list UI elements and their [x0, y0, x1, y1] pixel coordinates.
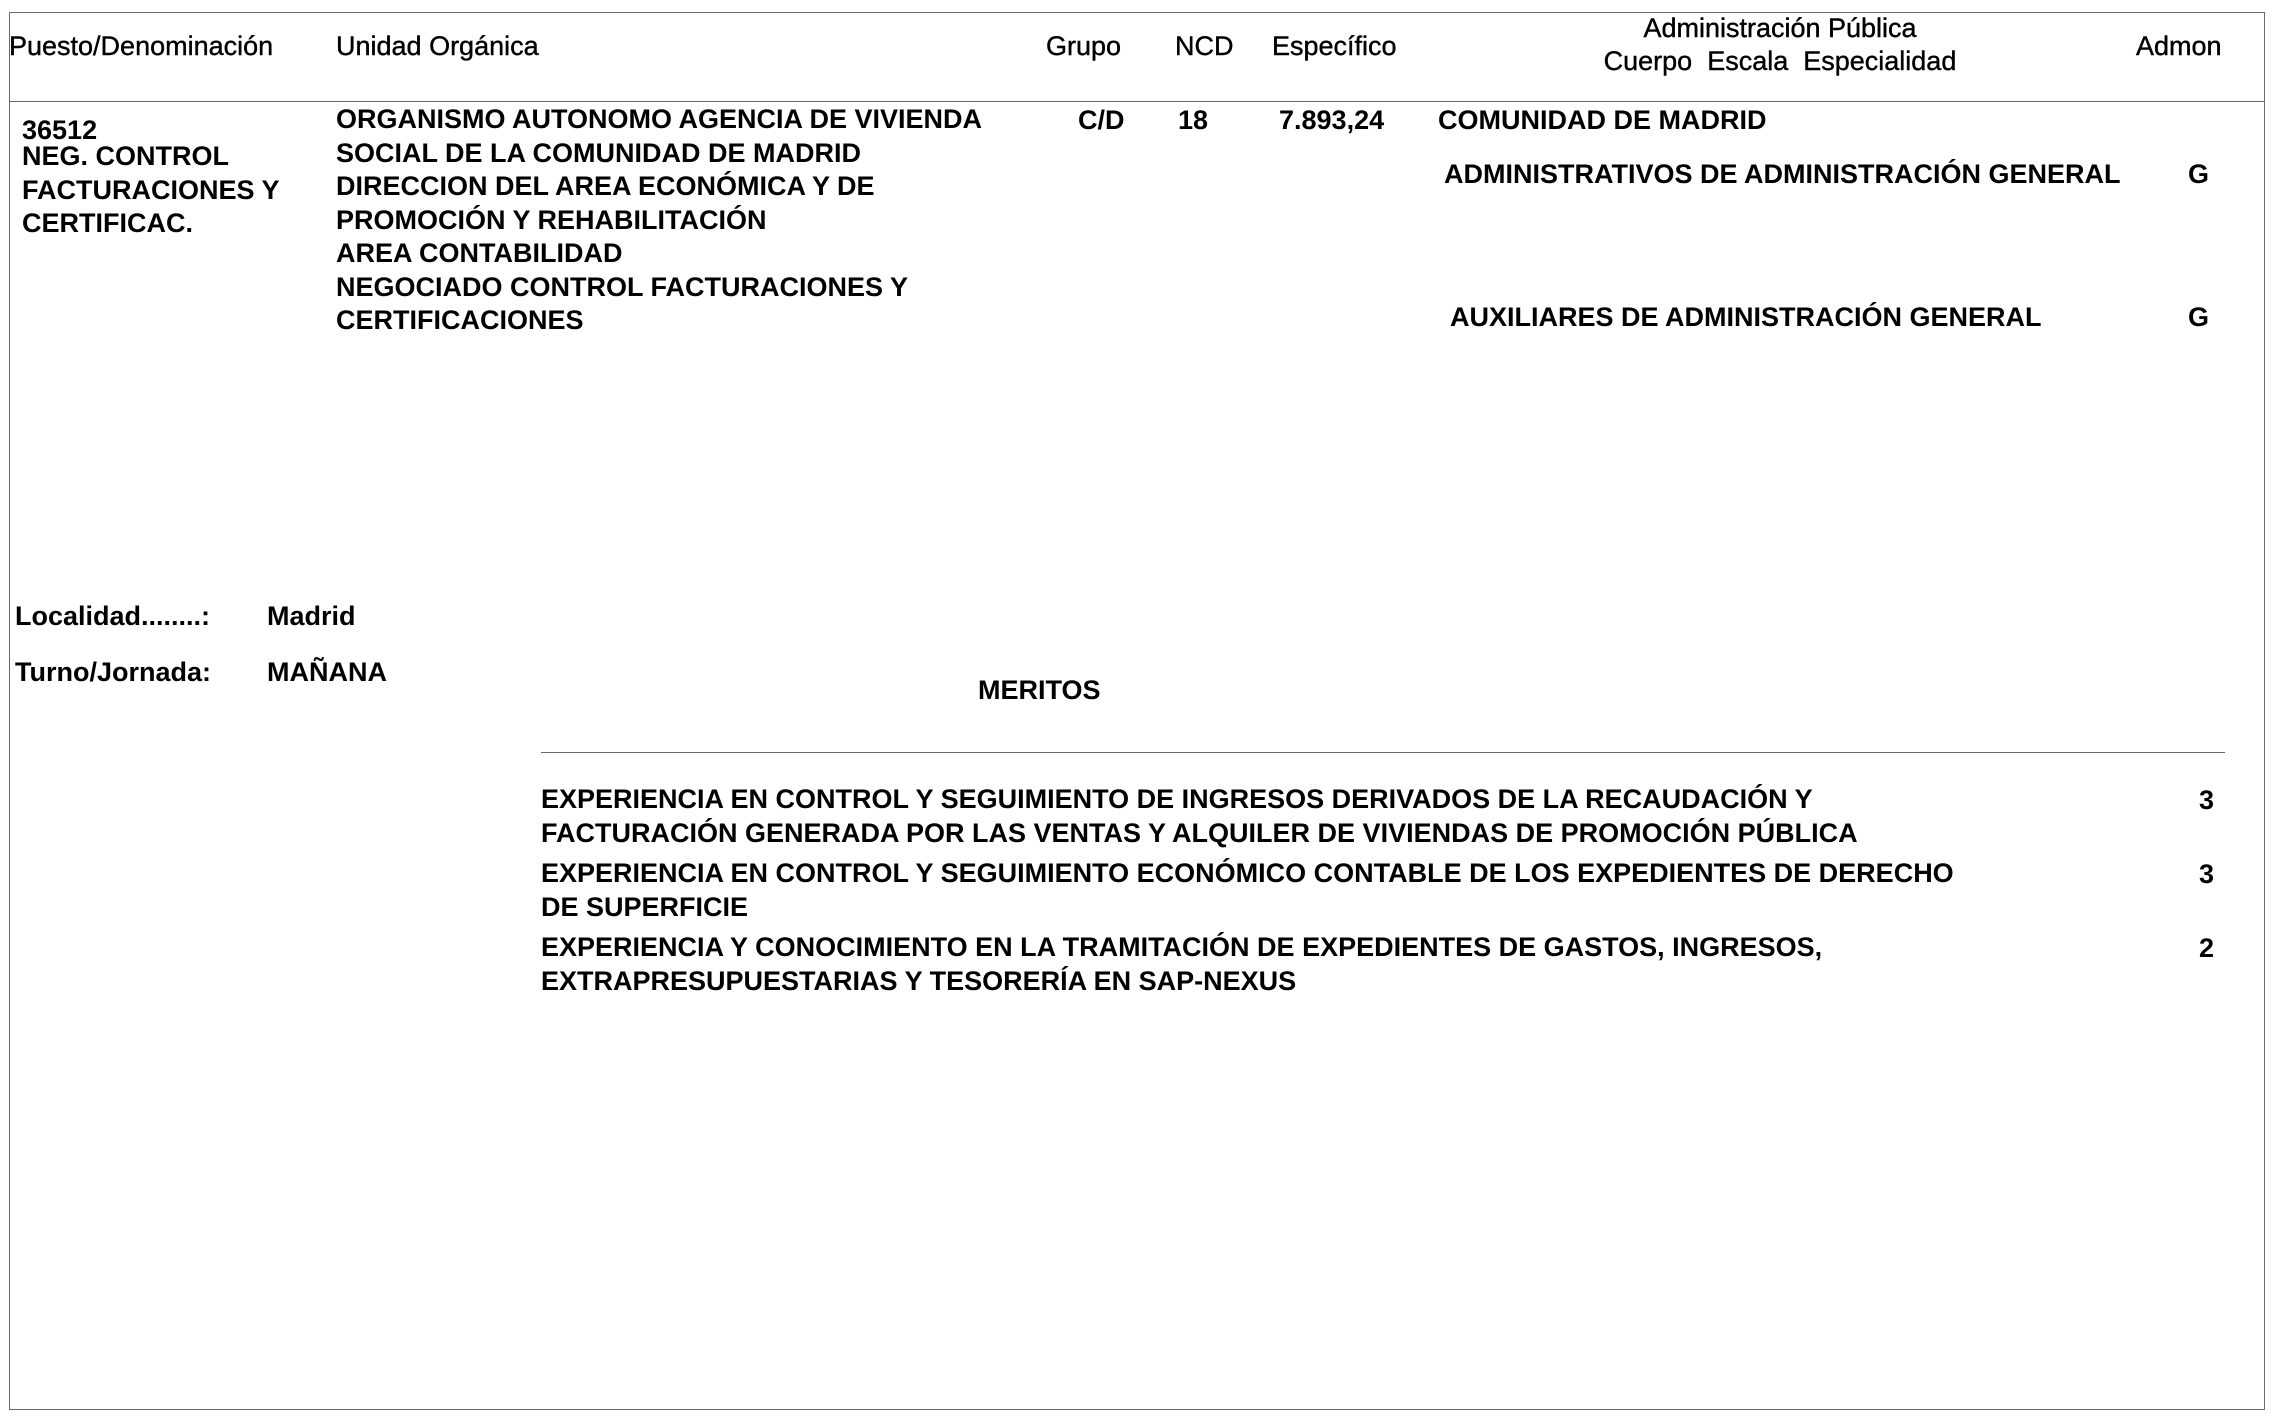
localidad-label: Localidad........: [15, 601, 211, 631]
ncd-value: 18 [1178, 105, 1209, 135]
cuerpo-name: ADMINISTRATIVOS DE ADMINISTRACIÓN GENERAL [1444, 159, 2121, 189]
merito-item [541, 931, 1822, 998]
unidad-line: AREA CONTABILIDAD [336, 238, 623, 268]
merito-line: EXPERIENCIA Y CONOCIMIENTO EN LA TRAMITACIÓN DE EXPEDIENTES DE GASTOS, INGRESOS, [541, 932, 1823, 962]
cuerpo-admon: G [2188, 302, 2210, 332]
unidad-organica [336, 103, 982, 338]
unidad-line: CERTIFICACIONES [336, 305, 584, 335]
turno-value: MAÑANA [267, 657, 387, 687]
cuerpo-admon: G [2188, 159, 2210, 189]
merito-line: EXPERIENCIA EN CONTROL Y SEGUIMIENTO DE INGRESOS DERIVADOS DE LA RECAUDACIÓN Y [541, 784, 1813, 814]
meritos-divider [541, 752, 2225, 753]
merito-points: 3 [2199, 859, 2215, 889]
unidad-line: PROMOCIÓN Y REHABILITACIÓN [336, 204, 767, 235]
denominacion-line: CERTIFICAC. [22, 208, 193, 238]
header-admin-line1: Administración Pública [1643, 13, 1917, 43]
especifico-value: 7.893,24 [1279, 105, 1385, 135]
localidad-value: Madrid [267, 601, 356, 631]
header-admon: Admon [2136, 31, 2222, 61]
cuerpo-name: AUXILIARES DE ADMINISTRACIÓN GENERAL [1450, 302, 2042, 332]
header-especifico: Específico [1272, 31, 1397, 61]
header-unidad: Unidad Orgánica [336, 31, 539, 61]
merito-line: EXTRAPRESUPUESTARIAS Y TESORERÍA EN SAP-NEXUS [541, 965, 1297, 996]
header-admin-line2: Cuerpo Escala Especialidad [1603, 46, 1957, 76]
administracion-value: COMUNIDAD DE MADRID [1438, 105, 1767, 135]
merito-points: 3 [2199, 785, 2215, 815]
header-divider [9, 101, 2265, 102]
header-grupo: Grupo [1046, 31, 1122, 61]
denominacion-line: NEG. CONTROL [22, 141, 229, 171]
unidad-line: NEGOCIADO CONTROL FACTURACIONES Y [336, 271, 909, 302]
unidad-line: ORGANISMO AUTONOMO AGENCIA DE VIVIENDA [336, 104, 983, 134]
puesto-codigo: 36512 [22, 115, 98, 145]
unidad-line: SOCIAL DE LA COMUNIDAD DE MADRID [336, 137, 861, 168]
merito-item [541, 783, 1858, 850]
turno-label: Turno/Jornada: [15, 657, 212, 687]
unidad-line: DIRECCION DEL AREA ECONÓMICA Y DE [336, 171, 875, 201]
merito-points: 2 [2199, 933, 2215, 963]
merito-item [541, 857, 1954, 924]
merito-line: EXPERIENCIA EN CONTROL Y SEGUIMIENTO ECONÓMICO CONTABLE DE LOS EXPEDIENTES DE DERECHO [541, 858, 1954, 888]
header-ncd: NCD [1175, 31, 1234, 61]
puesto-denominacion [22, 140, 280, 241]
meritos-title: MERITOS [978, 675, 1101, 705]
grupo-value: C/D [1078, 105, 1125, 135]
denominacion-line: FACTURACIONES Y [22, 174, 280, 205]
merito-line: DE SUPERFICIE [541, 891, 749, 922]
merito-line: FACTURACIÓN GENERADA POR LAS VENTAS Y ALQUILER DE VIVIENDAS DE PROMOCIÓN PÚBLICA [541, 817, 1858, 848]
header-puesto: Puesto/Denominación [9, 31, 274, 61]
